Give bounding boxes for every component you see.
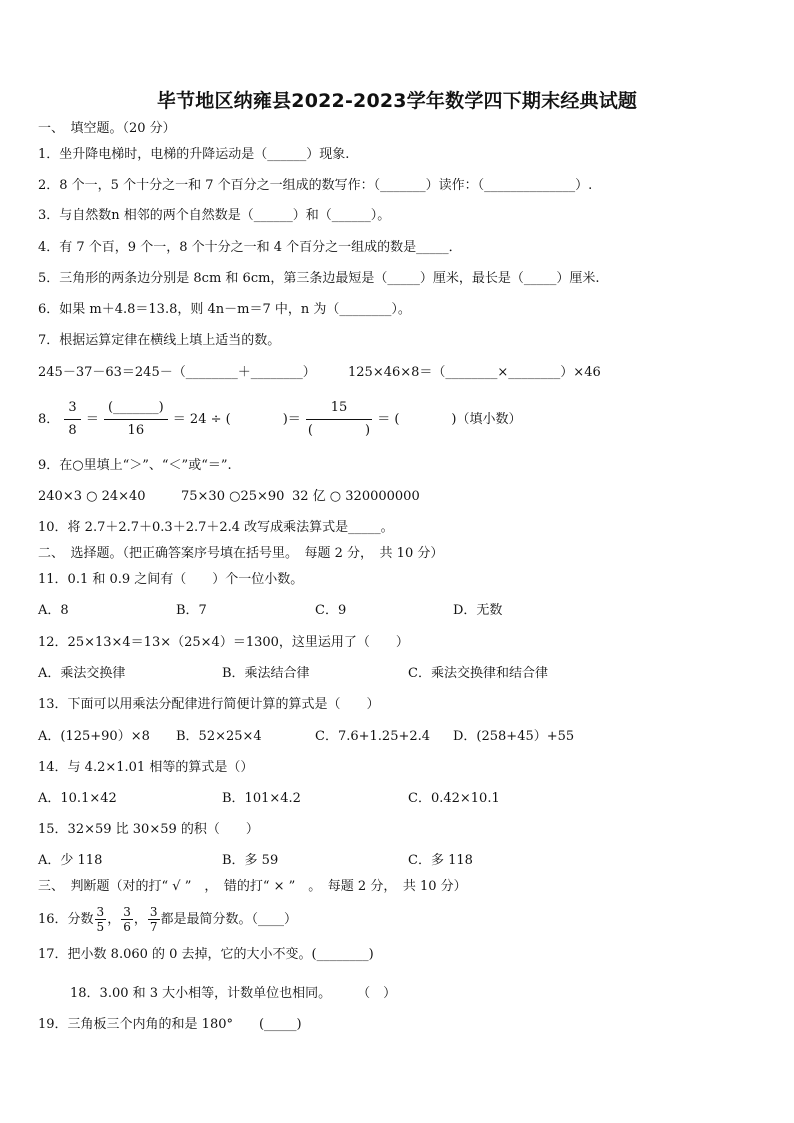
- question-10: 10．将 2.7＋2.7＋0.3＋2.7＋2.4 改写成乘法算式是_____。: [38, 520, 394, 535]
- question-18: 18．3.00 和 3 大小相等，计数单位也相同。 （ ）: [70, 986, 397, 1001]
- question-3: 3．与自然数n 相邻的两个自然数是（______）和（______）。: [38, 208, 391, 223]
- equals-sign: ＝: [85, 412, 99, 427]
- question-8: [38, 397, 522, 442]
- separator: ，: [133, 912, 147, 927]
- denominator: 5: [96, 920, 105, 934]
- question-5: 5．三角形的两条边分别是 8cm 和 6cm，第三条边最短是（_____）厘米，最长是（_____）厘米.: [38, 271, 600, 286]
- question-8-label: 8．: [38, 412, 60, 427]
- question-9-c: 32 亿 ○ 320000000: [292, 489, 420, 504]
- q15-option-a: A．少 118: [38, 853, 103, 868]
- section-heading-choice: 二、 选择题。（把正确答案序号填在括号里。 每题 2 分， 共 10 分）: [38, 546, 444, 561]
- q13-option-a: A．(125+90）×8: [38, 729, 150, 744]
- question-13: 13．下面可以用乘法分配律进行简便计算的算式是（ ）: [38, 697, 380, 712]
- section-heading-fill-in: 一、 填空题。（20 分）: [38, 121, 176, 136]
- q11-option-d: D．无数: [453, 603, 503, 618]
- question-4: 4．有 7 个百，9 个一，8 个十分之一和 4 个百分之一组成的数是_____．: [38, 240, 462, 255]
- numerator: 15: [306, 397, 372, 420]
- q11-option-b: B．7: [176, 603, 207, 618]
- q14-option-a: A．10.1×42: [38, 791, 117, 806]
- question-14: 14．与 4.2×1.01 相等的算式是（）: [38, 760, 254, 775]
- q15-option-c: C．多 118: [408, 853, 473, 868]
- q12-option-c: C．乘法交换律和结合律: [408, 666, 548, 681]
- fraction-3-8: [64, 397, 80, 442]
- numerator: 3: [96, 905, 105, 919]
- question-19: 19．三角板三个内角的和是 180° (_____): [38, 1017, 302, 1032]
- section-heading-true-false: 三、 判断题（对的打“ √ ” ， 错的打“ × ” 。 每题 2 分， 共 10 分）: [38, 879, 467, 894]
- q13-option-d: D．(258+45）+55: [453, 729, 575, 744]
- denominator: 16: [127, 423, 145, 438]
- q14-option-c: C．0.42×10.1: [408, 791, 500, 806]
- separator: ，: [107, 912, 121, 927]
- q13-option-b: B．52×25×4: [176, 729, 262, 744]
- q11-option-c: C．9: [315, 603, 347, 618]
- question-7: 7．根据运算定律在横线上填上适当的数。: [38, 333, 281, 348]
- question-2: 2．8 个一，5 个十分之一和 7 个百分之一组成的数写作：（_______）读作：（______________）.: [38, 178, 593, 193]
- q14-option-b: B．101×4.2: [222, 791, 301, 806]
- question-16: [38, 905, 297, 934]
- question-16-prefix: 16．分数: [38, 912, 94, 927]
- question-6: 6．如果 m＋4.8＝13.8，则 4n－m＝7 中，n 为（________）。: [38, 302, 411, 317]
- numerator: 3: [123, 905, 131, 919]
- q11-option-a: A．8: [38, 603, 69, 618]
- question-15: 15．32×59 比 30×59 的积（ ）: [38, 822, 259, 837]
- denominator: ( ): [307, 423, 371, 438]
- question-16-suffix: 都是最简分数。（____）: [160, 912, 298, 927]
- fraction-3-5: [95, 905, 107, 934]
- question-9-a: 240×3 ○ 24×40: [38, 489, 146, 504]
- question-17: 17．把小数 8.060 的 0 去掉，它的大小不变。(________): [38, 947, 374, 962]
- q12-option-a: A．乘法交换律: [38, 666, 126, 681]
- denominator: 7: [149, 920, 158, 934]
- question-12: 12．25×13×4＝13×（25×4）＝1300，这里运用了（ ）: [38, 635, 409, 650]
- question-9-b: 75×30 ○25×90: [181, 489, 285, 504]
- question-8-end: ＝ ( )（填小数）: [377, 412, 522, 427]
- fraction-3-7: [148, 905, 160, 934]
- question-8-middle: ＝ 24 ÷ ( )＝: [172, 412, 301, 427]
- fraction-3-6: [121, 905, 133, 934]
- numerator: (_______): [104, 397, 168, 420]
- question-11: 11．0.1 和 0.9 之间有（ ）个一位小数。: [38, 572, 304, 587]
- denominator: 8: [68, 423, 77, 438]
- fraction-blank-16: [104, 397, 168, 442]
- q13-option-c: C．7.6+1.25+2.4: [315, 729, 431, 744]
- numerator: 3: [64, 397, 80, 420]
- q15-option-b: B．多 59: [222, 853, 279, 868]
- q12-option-b: B．乘法结合律: [222, 666, 310, 681]
- question-1: 1．坐升降电梯时，电梯的升降运动是（______）现象.: [38, 147, 350, 162]
- question-7-part-b: 125×46×8＝（________×________）×46: [348, 365, 601, 380]
- question-9: 9．在○里填上“＞”、“＜”或“＝”.: [38, 458, 232, 473]
- denominator: 6: [123, 920, 131, 934]
- numerator: 3: [149, 905, 158, 919]
- page-title: 毕节地区纳雍县2022-2023学年数学四下期末经典试题: [156, 90, 638, 112]
- question-7-part-a: 245－37－63＝245－（________＋________）: [38, 365, 316, 380]
- fraction-15-blank: [306, 397, 372, 442]
